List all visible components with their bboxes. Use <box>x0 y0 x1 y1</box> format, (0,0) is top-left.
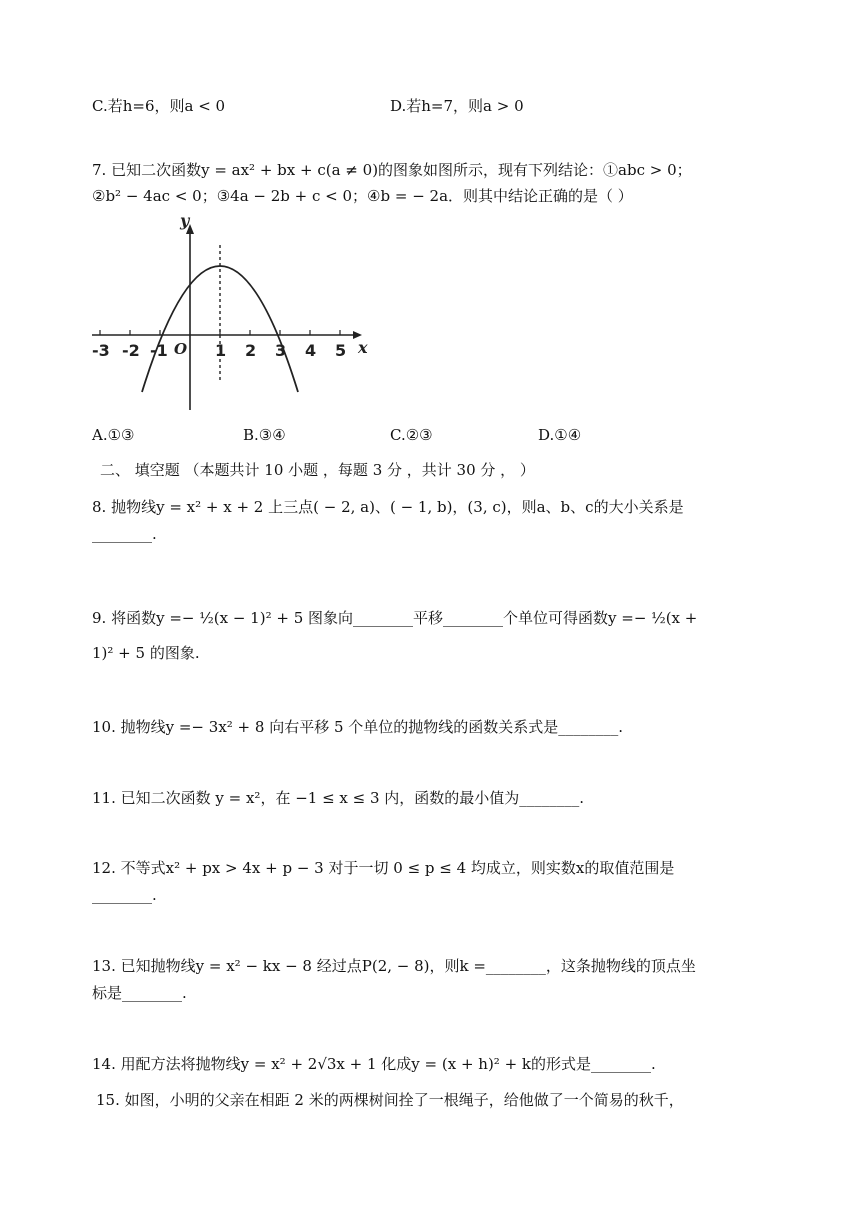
q9-line2: 1)² + 5 的图象. <box>92 644 200 662</box>
q7-option-a: A.①③ <box>92 426 135 444</box>
q10-line1: 10. 抛物线y =− 3x² + 8 向右平移 5 个单位的抛物线的函数关系式是________. <box>92 718 624 736</box>
q8-line2: ________. <box>92 525 157 543</box>
tick-label: 1 <box>215 341 227 360</box>
q13-line2: 标是________. <box>92 984 187 1002</box>
q14-line1: 14. 用配方法将抛物线y = x² + 2√3x + 1 化成y = (x + h)² + k的形式是________. <box>92 1055 656 1073</box>
q6-option-c: C.若h=6，则a < 0 <box>92 97 226 115</box>
tick-label: -3 <box>92 341 110 360</box>
section-heading: 二、 填空题 （本题共计 10 小题 ，每题 3 分 ，共计 30 分 ， ） <box>100 461 535 479</box>
q9-line1: 9. 将函数y =− ½(x − 1)² + 5 图象向________平移________个单位可得函数y =− ½(x + <box>92 609 698 627</box>
q7-option-b: B.③④ <box>243 426 286 444</box>
q8-line1: 8. 抛物线y = x² + x + 2 上三点( − 2, a)、( − 1, b)，(3, c)，则a、b、c的大小关系是 <box>92 498 684 516</box>
tick-label: -2 <box>122 341 140 360</box>
q12-line2: ________. <box>92 886 157 904</box>
origin-label: O <box>174 340 188 358</box>
tick-label: -1 <box>150 341 168 360</box>
q7-stem-line1: 7. 已知二次函数y = ax² + bx + c(a ≠ 0)的图象如图所示，现有下列结论：①abc > 0； <box>92 161 692 179</box>
q7-stem-line2: ②b² − 4ac < 0；③4a − 2b + c < 0；④b = − 2a．则其中结论正确的是（ ） <box>92 187 633 205</box>
q7-option-d: D.①④ <box>538 426 582 444</box>
tick-label: 2 <box>245 341 257 360</box>
tick-label: 4 <box>305 341 317 360</box>
tick-label: 5 <box>335 341 347 360</box>
q13-line1: 13. 已知抛物线y = x² − kx − 8 经过点P(2, − 8)，则k =________，这条抛物线的顶点坐 <box>92 957 696 975</box>
x-axis-label: x <box>358 338 368 357</box>
q11-line1: 11. 已知二次函数 y = x²，在 −1 ≤ x ≤ 3 内，函数的最小值为________. <box>92 789 585 807</box>
q6-option-d: D.若h=7，则a > 0 <box>390 97 524 115</box>
q15-line1: 15. 如图，小明的父亲在相距 2 米的两棵树间拴了一根绳子，给他做了一个简易的秋千， <box>96 1091 684 1109</box>
q7-parabola-graph <box>92 210 382 410</box>
q7-option-c: C.②③ <box>390 426 433 444</box>
q12-line1: 12. 不等式x² + px > 4x + p − 3 对于一切 0 ≤ p ≤ 4 均成立，则实数x的取值范围是 <box>92 859 675 877</box>
tick-label: 3 <box>275 341 287 360</box>
y-axis-label: y <box>180 211 190 230</box>
